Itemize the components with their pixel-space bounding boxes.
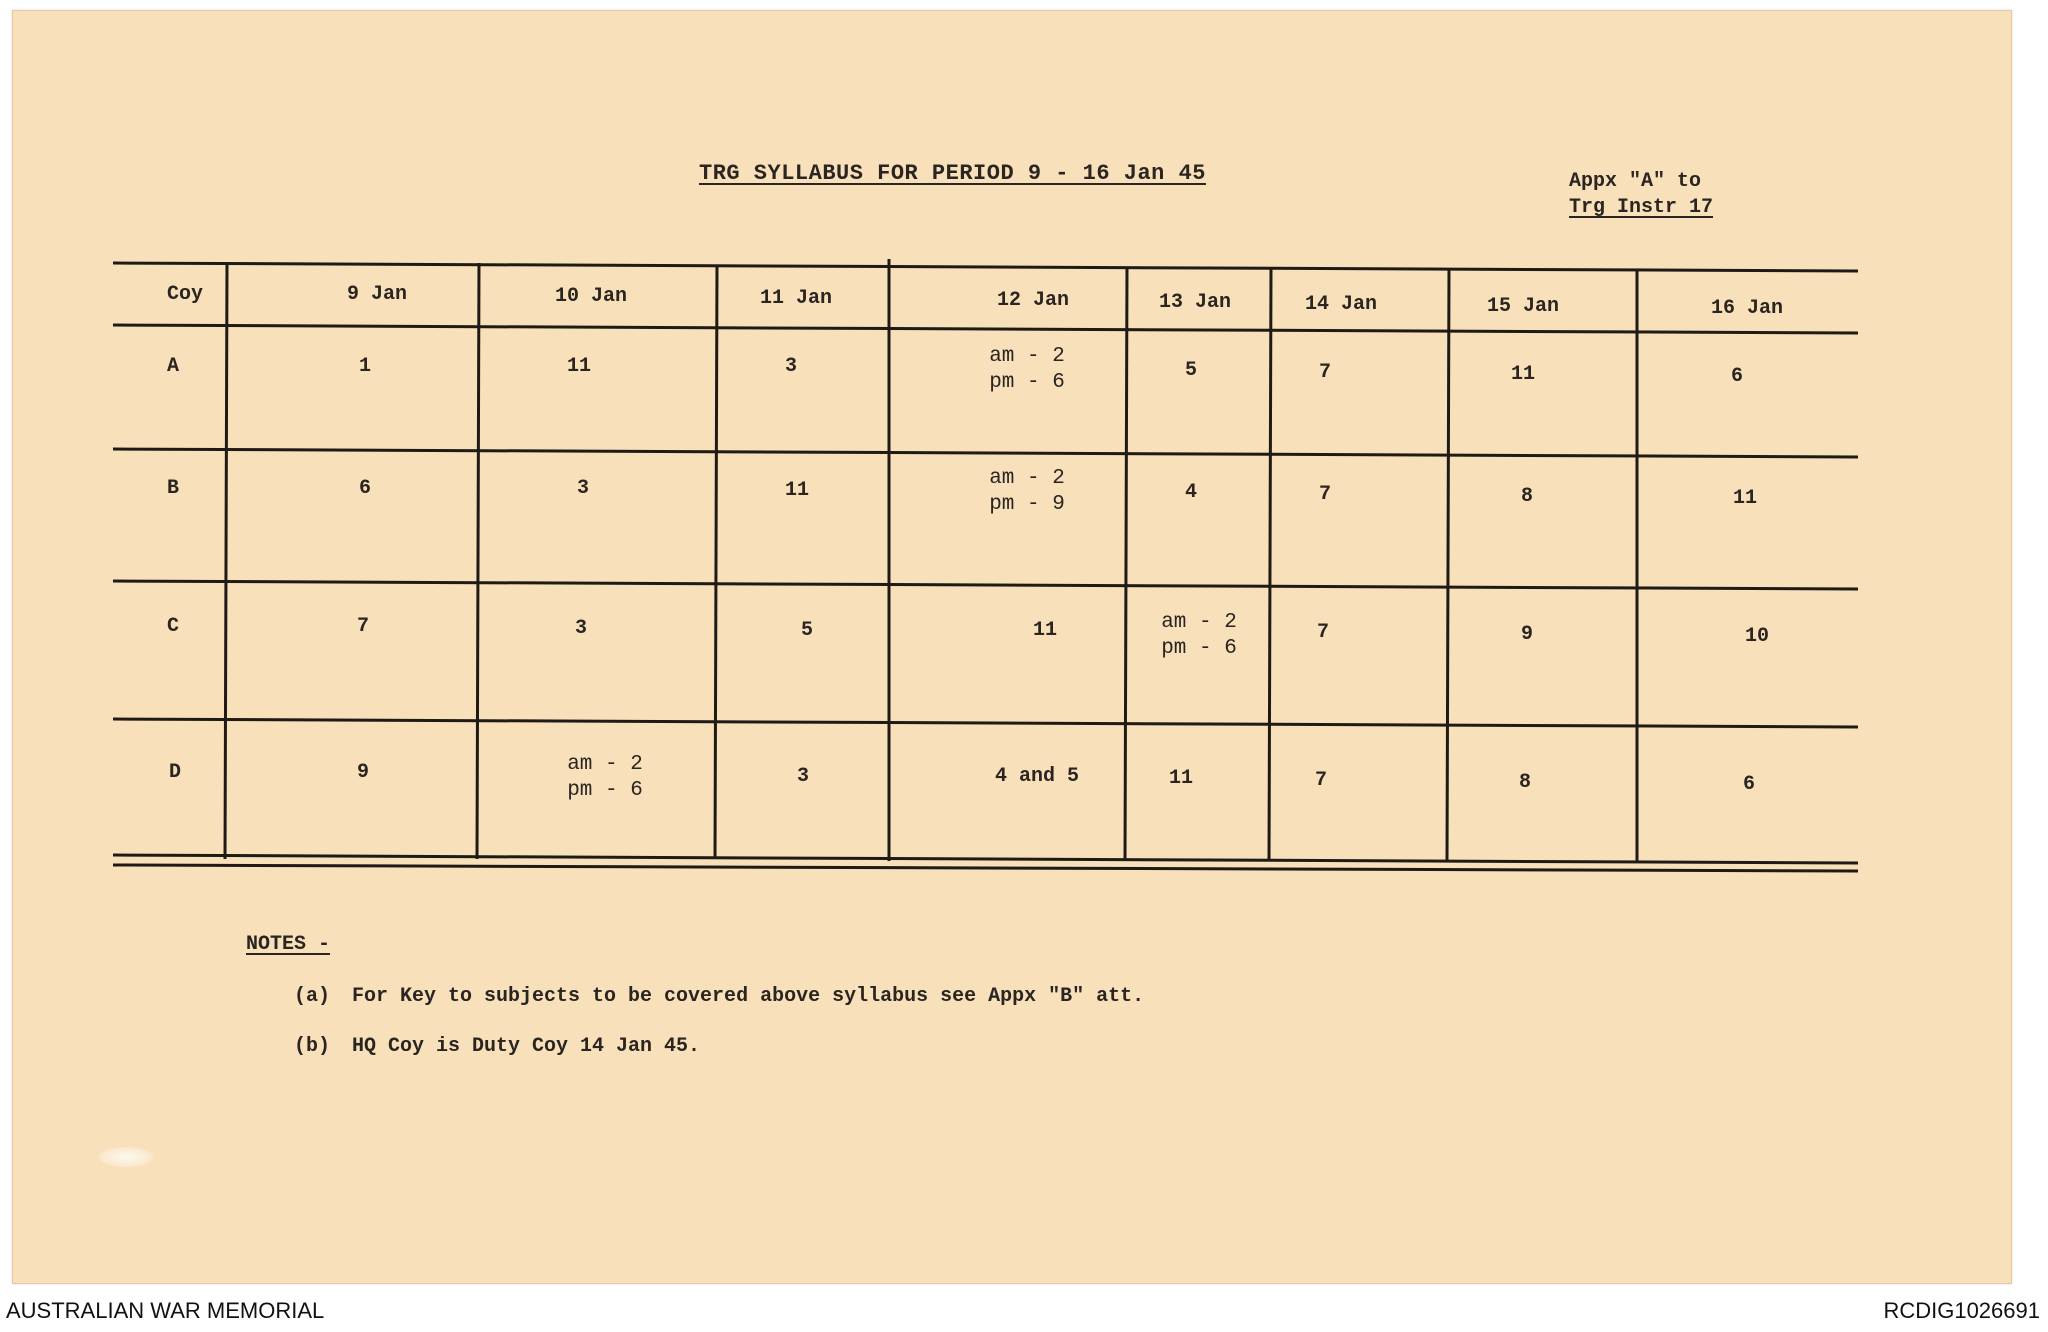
table-cell: 3 (576, 477, 590, 500)
table-cell: 3 (574, 617, 588, 640)
table-cell-am: am - 2 (567, 753, 643, 776)
table-cell: 8 (1518, 771, 1532, 794)
table-cell: 3 (796, 765, 810, 788)
notes-section (246, 933, 1145, 1058)
note-item (294, 1035, 700, 1058)
table-cell-am: am - 2 (989, 345, 1065, 368)
table-cell: 11 (1168, 767, 1194, 790)
row-rule-1 (113, 449, 1858, 457)
table-cell-am: am - 2 (1161, 611, 1237, 634)
table-cell: 9 (1520, 623, 1534, 646)
table-cell: 4 (1184, 481, 1198, 504)
table-cell-pm: pm - 6 (989, 371, 1065, 394)
bottom-rule-2 (113, 865, 1858, 871)
table-cell-am: am - 2 (989, 467, 1065, 490)
coy-label: A (166, 355, 180, 378)
table-cell: 7 (1318, 361, 1332, 384)
document-title: TRG SYLLABUS FOR PERIOD 9 - 16 Jan 45 (699, 161, 1206, 186)
table-cell-pm: pm - 6 (1161, 637, 1237, 660)
column-rule-6 (1269, 267, 1271, 861)
day-header: 12 Jan (996, 289, 1070, 312)
coy-column-header: Coy (166, 283, 204, 306)
table-cell: 1 (358, 355, 372, 378)
day-header: 15 Jan (1486, 295, 1560, 318)
table-top-rule (113, 263, 1858, 271)
archive-id: RCDIG1026691 (1883, 1298, 2040, 1323)
table-grid-lines (113, 253, 1858, 873)
day-header: 9 Jan (346, 283, 408, 306)
day-header: 16 Jan (1710, 297, 1784, 320)
note-label: (b) (294, 1035, 331, 1058)
column-rule-1 (225, 263, 227, 859)
archive-credit: AUSTRALIAN WAR MEMORIAL (6, 1298, 325, 1323)
column-rule-3 (715, 265, 717, 859)
bottom-rule-1 (113, 855, 1858, 863)
paper-blemish (99, 1147, 153, 1167)
coy-label: B (166, 477, 180, 500)
header-rule (113, 325, 1858, 333)
table-cell: 10 (1744, 625, 1770, 648)
table-cell: 4 and 5 (994, 765, 1080, 788)
table-cell: 5 (1184, 359, 1198, 382)
appendix-reference (1569, 169, 1713, 221)
row-rule-2 (113, 581, 1858, 589)
table-cell-pm: pm - 6 (567, 779, 643, 802)
note-text: HQ Coy is Duty Coy 14 Jan 45. (352, 1035, 701, 1058)
table-cell: 6 (1730, 365, 1744, 388)
table-cell: 7 (356, 615, 370, 638)
day-header: 10 Jan (554, 285, 628, 308)
table-cell: 7 (1314, 769, 1328, 792)
table-cell: 6 (1742, 773, 1756, 796)
day-header: 11 Jan (759, 287, 833, 310)
document-page (12, 10, 2012, 1284)
training-schedule-table (113, 253, 1858, 873)
coy-label: D (168, 761, 182, 784)
note-text: For Key to subjects to be covered above syllabus see Appx "B" att. (352, 985, 1145, 1008)
day-header: 13 Jan (1158, 291, 1232, 314)
row-rule-3 (113, 719, 1858, 727)
column-rule-5 (1125, 267, 1127, 861)
table-cell-pm: pm - 9 (989, 493, 1065, 516)
table-cell: 8 (1520, 485, 1534, 508)
note-label: (a) (294, 985, 331, 1008)
table-cell: 3 (784, 355, 798, 378)
table-cell: 9 (356, 761, 370, 784)
appendix-line-1: Appx "A" to (1569, 170, 1702, 193)
table-cell: 11 (1510, 363, 1536, 386)
table-cell: 7 (1318, 483, 1332, 506)
note-item (294, 985, 1144, 1008)
appendix-line-2: Trg Instr 17 (1569, 196, 1714, 219)
day-header: 14 Jan (1304, 293, 1378, 316)
table-cell: 7 (1316, 621, 1330, 644)
table-cell: 11 (1032, 619, 1058, 642)
table-cell: 6 (358, 477, 372, 500)
column-rule-2 (477, 263, 479, 859)
coy-label: C (166, 615, 180, 638)
table-cell: 11 (784, 479, 810, 502)
column-rule-7 (1447, 269, 1449, 861)
table-cell: 11 (1732, 487, 1758, 510)
table-cell: 5 (800, 619, 814, 642)
notes-heading: NOTES - (246, 933, 331, 956)
table-cell: 11 (566, 355, 592, 378)
